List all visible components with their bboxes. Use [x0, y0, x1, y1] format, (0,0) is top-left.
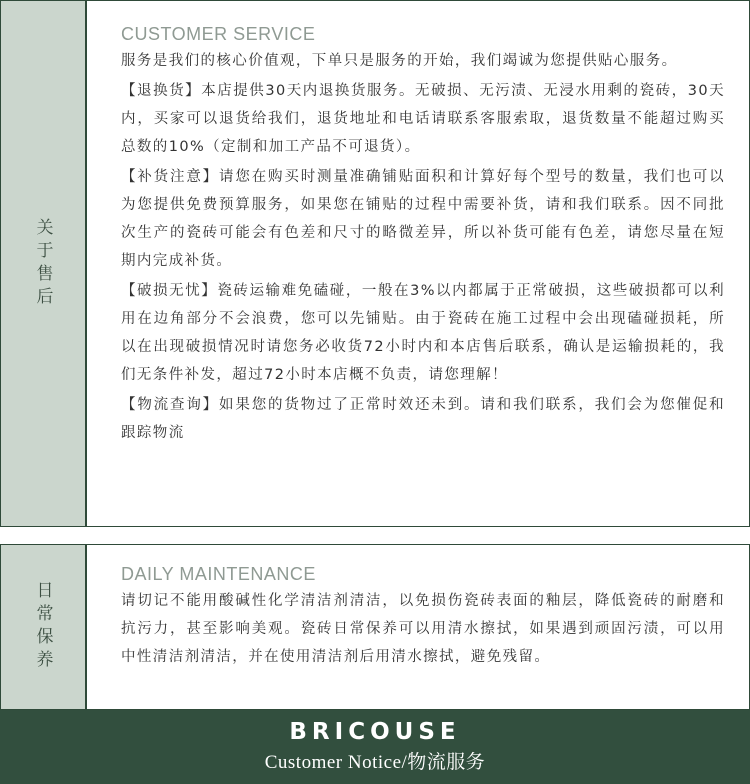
breakage-paragraph: 【破损无忧】瓷砖运输难免磕碰，一般在3%以内都属于正常破损，这些破损都可以利用在边角部分不会浪费，您可以先铺贴。由于瓷砖在施工过程中会出现磕碰损耗，所以在出现破损情况时请您务必收货72小时内和本店售后联系，确认是运输损耗的，我们无条件补发，超过72小时本店概不负责，请您理解！ — [121, 283, 725, 383]
maintenance-sidebar — [1, 545, 87, 709]
maintenance-panel — [0, 544, 750, 710]
customer-service-content — [87, 1, 749, 526]
footer-subline: Customer Notice/物流服务 — [264, 752, 486, 773]
maintenance-title: DAILY MAINTENANCE — [121, 564, 316, 584]
restock-paragraph: 【补货注意】请您在购买时测量准确铺贴面积和计算好每个型号的数量，我们也可以为您提供免费预算服务，如果您在铺贴的过程中需要补货，请和我们联系。因不同批次生产的瓷砖可能会有色差和尺寸的略微差异，所以补货可能有色差，请您尽量在短期内完成补货。 — [121, 169, 725, 269]
customer-service-sidebar — [1, 1, 87, 526]
after-sales-label: 关于售后 — [32, 217, 53, 310]
customer-service-title: CUSTOMER SERVICE — [121, 24, 316, 44]
service-intro-paragraph: 服务是我们的核心价值观，下单只是服务的开始，我们竭诚为您提供贴心服务。 — [121, 53, 678, 69]
footer-banner — [0, 710, 750, 784]
maintenance-paragraph: 请切记不能用酸碱性化学清洁剂清洁，以免损伤瓷砖表面的釉层，降低瓷砖的耐磨和抗污力，甚至影响美观。瓷砖日常保养可以用清水擦拭，如果遇到顽固污渍，可以用中性清洁剂清洁，并在使用清洁剂后用清水擦拭，避免残留。 — [121, 593, 725, 665]
maintenance-content — [87, 545, 749, 709]
returns-paragraph: 【退换货】本店提供30天内退换货服务。无破损、无污渍、无浸水用剩的瓷砖，30天内，买家可以退货给我们，退货地址和电话请联系客服索取，退货数量不能超过购买总数的10%（定制和加工产品不可退货）。 — [121, 83, 725, 155]
brand-logo-text: BRICOUSE — [289, 719, 461, 745]
logistics-paragraph: 【物流查询】如果您的货物过了正常时效还未到。请和我们联系，我们会为您催促和跟踪物流 — [121, 397, 725, 441]
daily-maintenance-label: 日常保养 — [32, 581, 53, 673]
